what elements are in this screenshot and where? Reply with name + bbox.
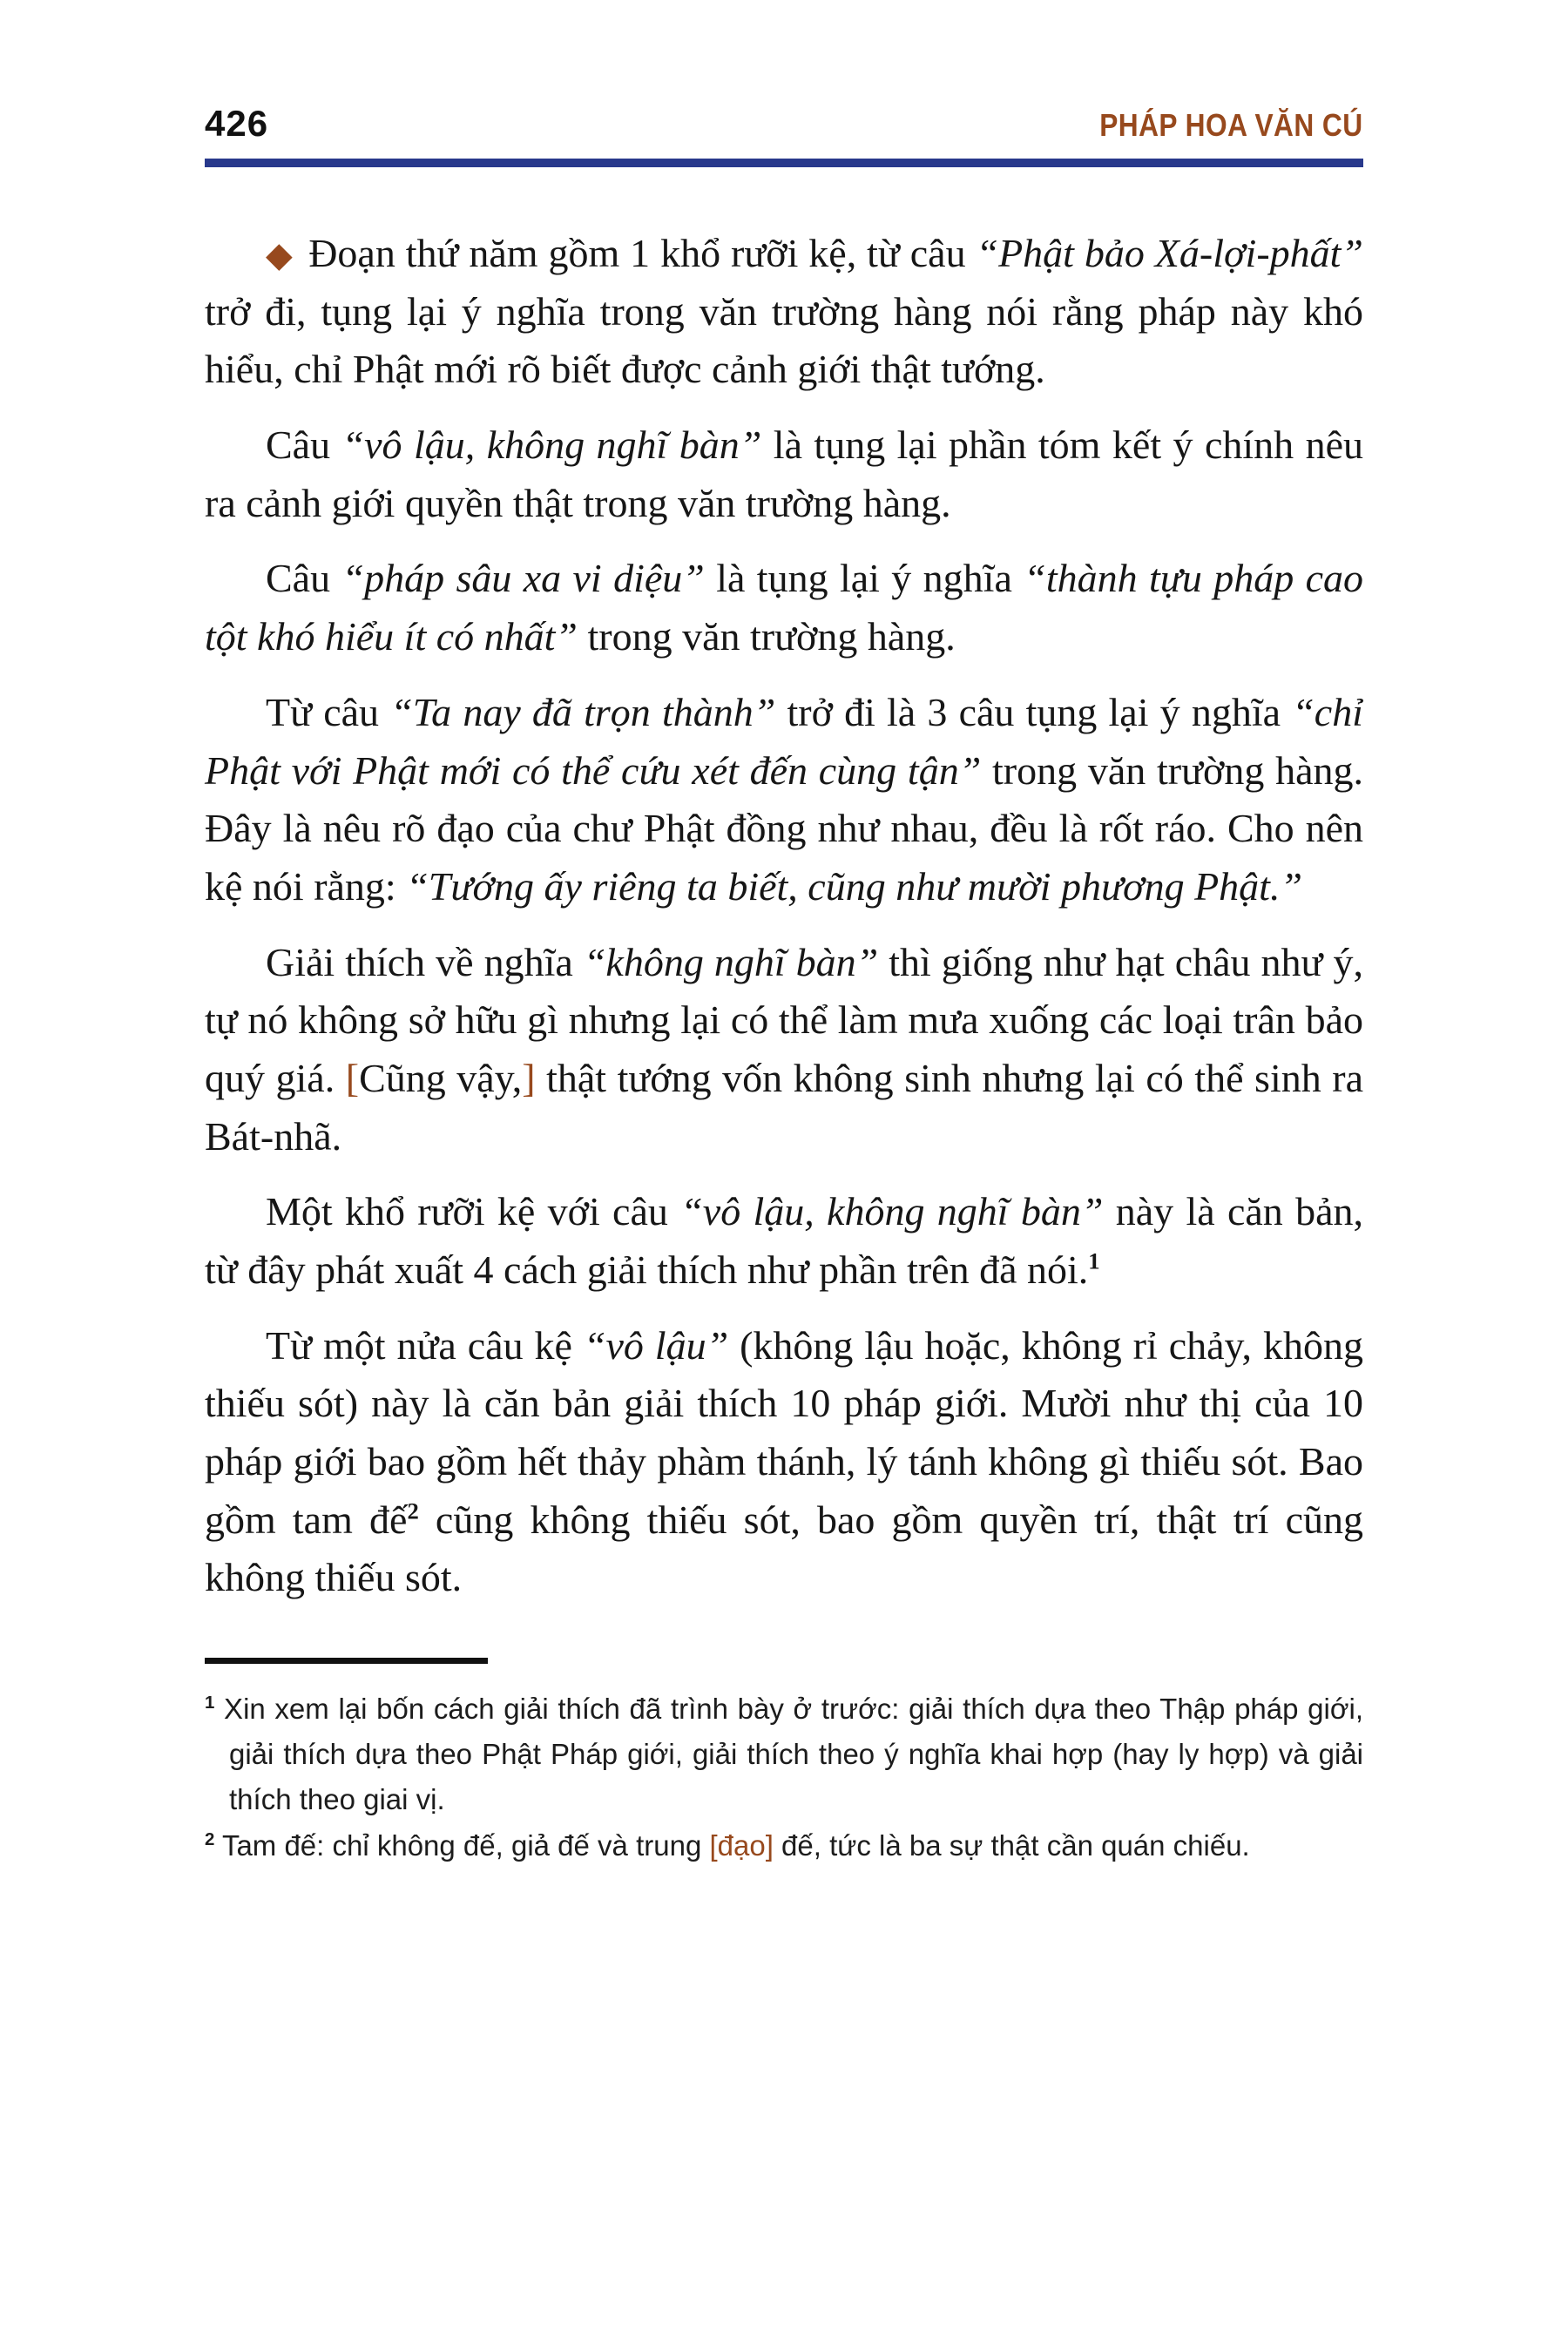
quoted-phrase: “pháp sâu xa vi diệu” xyxy=(341,556,705,601)
footnote-marker: 2 xyxy=(205,1828,215,1849)
text-run: Câu xyxy=(266,422,342,468)
paragraph xyxy=(205,550,1363,666)
footnotes xyxy=(205,1686,1363,1869)
quoted-phrase: “vô lậu, không nghĩ bàn” xyxy=(680,1189,1104,1234)
paragraph xyxy=(205,1317,1363,1607)
footnote-ref: 1 xyxy=(1088,1247,1100,1274)
text-run: là tụng lại phần tóm kết ý chính nêu ra cảnh giới quyền thật trong văn trường hàng. xyxy=(205,422,1364,525)
header-rule xyxy=(205,159,1363,167)
running-title: PHÁP HOA VĂN CÚ xyxy=(1099,107,1363,143)
text-run: đế, tức là ba sự thật cần quán chiếu. xyxy=(773,1828,1250,1862)
footnote xyxy=(205,1823,1363,1869)
quoted-phrase: “Phật bảo Xá-lợi-phất” xyxy=(976,231,1364,275)
text-run: thật tướng vốn không sinh nhưng lại có thể sinh ra Bát-nhã. xyxy=(205,1055,1363,1159)
editorial-bracket: [ xyxy=(345,1055,360,1100)
quoted-phrase: “vô lậu, không nghĩ bàn” xyxy=(341,422,762,468)
paragraph xyxy=(205,225,1363,399)
footnote xyxy=(205,1686,1363,1822)
text-run: Cũng vậy, xyxy=(359,1055,523,1100)
text-run: Đoạn thứ năm gồm 1 khổ rưỡi kệ, từ câu xyxy=(308,231,977,275)
page-header xyxy=(205,103,1363,145)
paragraph xyxy=(205,1183,1363,1299)
editorial-bracket: ] xyxy=(522,1055,536,1100)
text-run: cũng không thiếu sót, bao gồm quyền trí, thật trí cũng không thiếu sót. xyxy=(205,1497,1363,1600)
footnote-separator xyxy=(205,1658,488,1664)
body-text xyxy=(205,225,1363,1607)
quoted-phrase: “chỉ Phật với Phật mới có thể cứu xét đến cùng tận” xyxy=(205,689,1363,793)
quoted-phrase: “Tướng ấy riêng ta biết, cũng như mười phương Phật.” xyxy=(406,863,1303,909)
text-run: trở đi là 3 câu tụng lại ý nghĩa xyxy=(775,689,1293,734)
text-run: Một khổ rưỡi kệ với câu xyxy=(266,1189,681,1234)
quoted-phrase: “vô lậu” xyxy=(583,1322,729,1368)
quoted-phrase: “Ta nay đã trọn thành” xyxy=(390,689,776,734)
text-run: Giải thích về nghĩa xyxy=(266,939,584,984)
paragraph xyxy=(205,684,1363,916)
text-run: là tụng lại ý nghĩa xyxy=(704,556,1024,601)
footnote-ref: 2 xyxy=(407,1497,419,1524)
paragraph xyxy=(205,934,1363,1166)
text-run: (không lậu hoặc, không rỉ chảy, không thiếu sót) này là căn bản giải thích 10 pháp giới. Mười như thị của 10 pháp giới bao gồm hết thảy phàm thánh, lý tánh không gì thiếu sót. Bao gồm tam đế xyxy=(205,1322,1363,1542)
paragraph xyxy=(205,416,1363,532)
text-run: Tam đế: chỉ không đế, giả đế và trung xyxy=(214,1828,710,1862)
editorial-bracket: [đạo] xyxy=(709,1828,774,1862)
quoted-phrase: “thành tựu pháp cao tột khó hiểu ít có nhất” xyxy=(205,556,1364,659)
text-run: trở đi, tụng lại ý nghĩa trong văn trường hàng nói rằng pháp này khó hiểu, chỉ Phật mới rõ biết được cảnh giới thật tướng. xyxy=(205,288,1363,392)
text-run: thì giống như hạt châu như ý, tự nó không sở hữu gì nhưng lại có thể làm mưa xuống các loại trân bảo quý giá. xyxy=(205,939,1363,1100)
text-run: này là căn bản, từ đây phát xuất 4 cách giải thích như phần trên đã nói. xyxy=(205,1189,1363,1292)
text-run: Xin xem lại bốn cách giải thích đã trình bày ở trước: giải thích dựa theo Thập pháp giới, giải thích dựa theo Phật Pháp giới, giải thích theo ý nghĩa khai hợp (hay ly hợp) và giải thích theo giai vị. xyxy=(214,1693,1363,1816)
text-run: Từ một nửa câu kệ xyxy=(266,1322,584,1368)
text-run: trong văn trường hàng. Đây là nêu rõ đạo của chư Phật đồng như nhau, đều là rốt ráo. Cho nên kệ nói rằng: xyxy=(205,747,1363,909)
text-run: Câu xyxy=(266,556,342,601)
quoted-phrase: “không nghĩ bàn” xyxy=(583,939,879,984)
footnote-marker: 1 xyxy=(205,1693,215,1713)
text-run: Từ câu xyxy=(266,689,391,734)
diamond-bullet-icon: ◆ xyxy=(266,235,294,275)
text-run: trong văn trường hàng. xyxy=(578,614,956,659)
page-number: 426 xyxy=(205,103,269,144)
